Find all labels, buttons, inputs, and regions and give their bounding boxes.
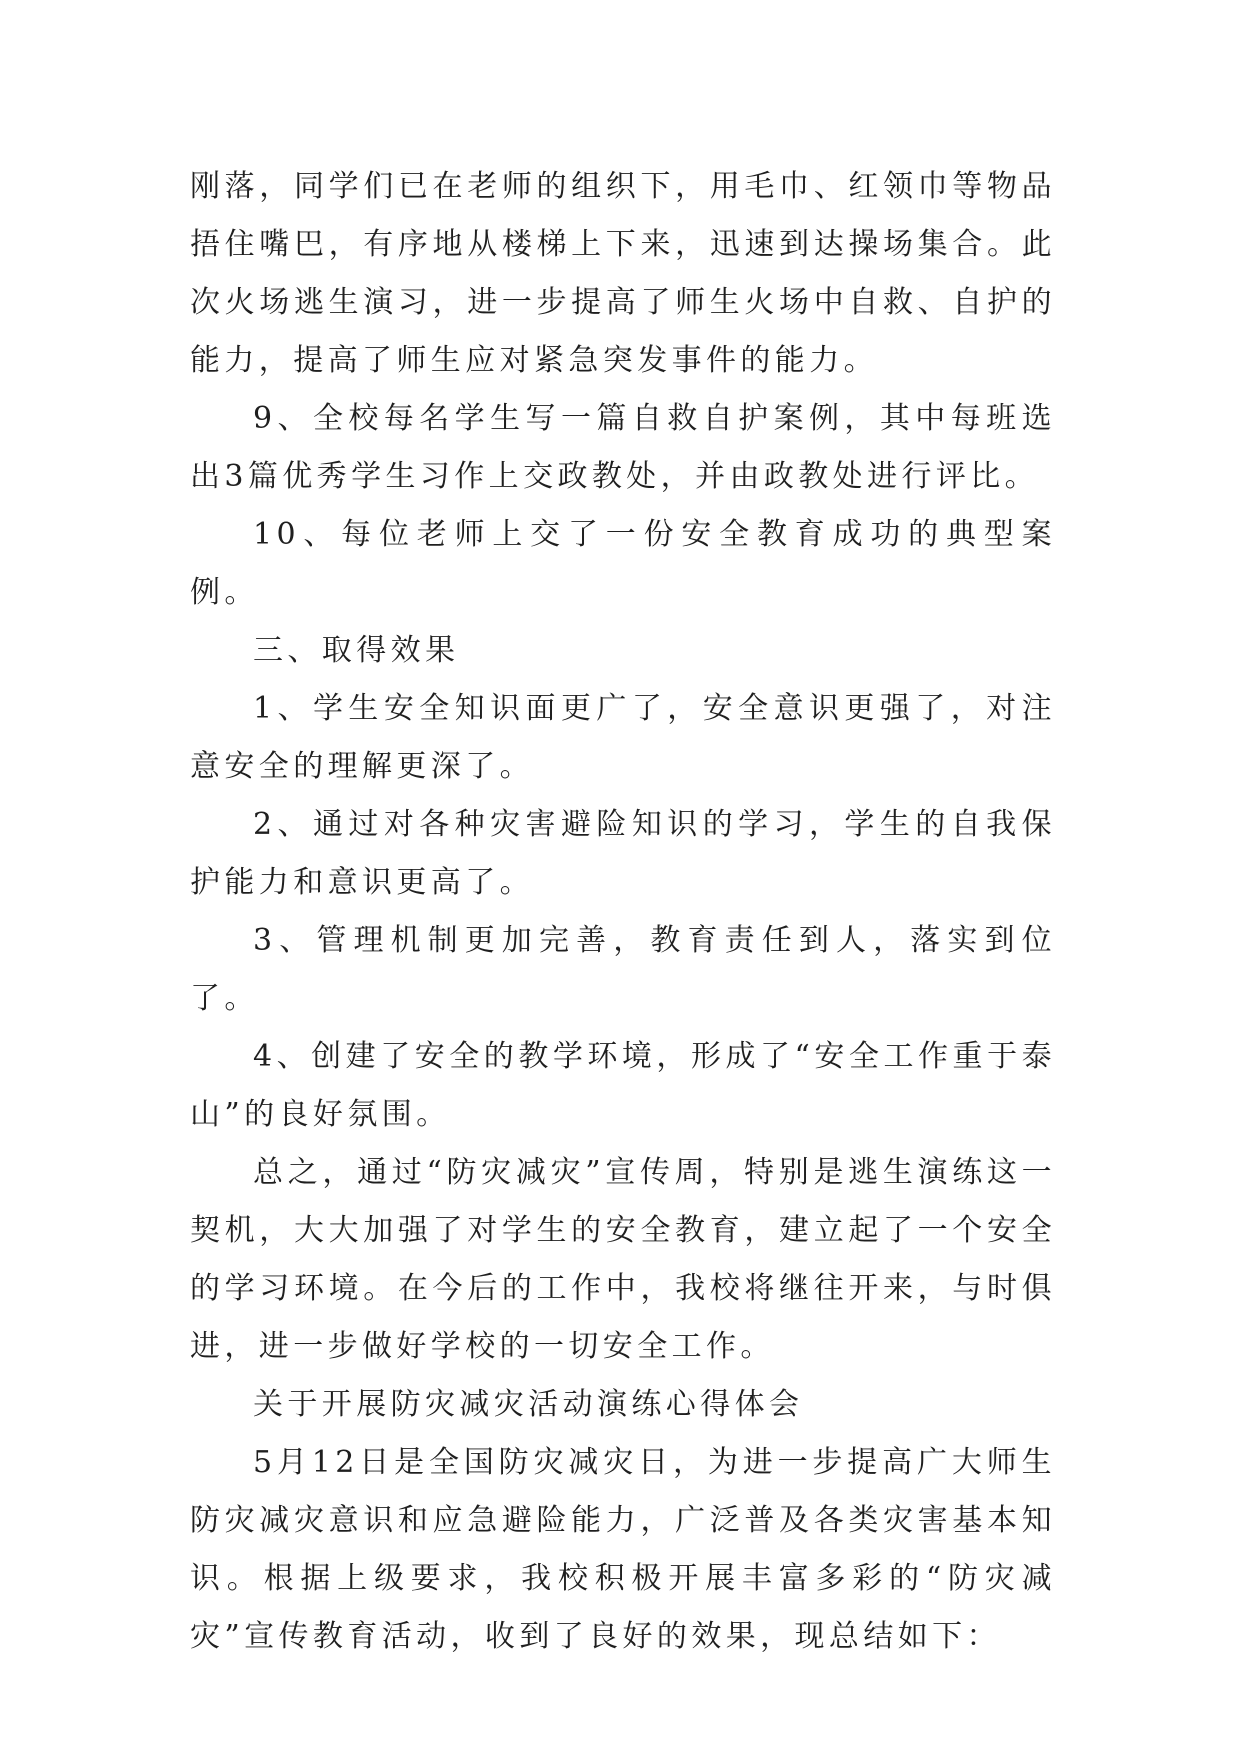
paragraph-conclusion: 总之，通过“防灾减灾”宣传周，特别是逃生演练这一契机，大大加强了对学生的安全教育，建立起了一个安全的学习环境。在今后的工作中，我校将继往开来，与时俱进，进一步做好学校的一切安全工作。 [190, 1155, 1056, 1364]
paragraph-result-1: 1、学生安全知识面更广了，安全意识更强了，对注意安全的理解更深了。 [190, 691, 1056, 784]
document-body [190, 158, 1056, 1666]
paragraph-drill-summary: 刚落，同学们已在老师的组织下，用毛巾、红领巾等物品捂住嘴巴，有序地从楼梯上下来，迅速到达操场集合。此次火场逃生演习，进一步提高了师生火场中自救、自护的能力，提高了师生应对紧急突发事件的能力。 [190, 169, 1056, 378]
paragraph-result-2: 2、通过对各种灾害避险知识的学习，学生的自我保护能力和意识更高了。 [190, 807, 1056, 900]
paragraph-result-3: 3、管理机制更加完善，教育责任到人，落实到位了。 [190, 923, 1056, 1016]
paragraph-item-10: 10、每位老师上交了一份安全教育成功的典型案例。 [190, 517, 1056, 610]
paragraph-item-9: 9、全校每名学生写一篇自救自护案例，其中每班选出3篇优秀学生习作上交政教处，并由政教处进行评比。 [190, 401, 1056, 494]
paragraph-result-4: 4、创建了安全的教学环境，形成了“安全工作重于泰山”的良好氛围。 [190, 1039, 1056, 1132]
article-title: 关于开展防灾减灾活动演练心得体会 [253, 1387, 804, 1422]
paragraph-intro: 5月12日是全国防灾减灾日，为进一步提高广大师生防灾减灾意识和应急避险能力，广泛普及各类灾害基本知识。根据上级要求，我校积极开展丰富多彩的“防灾减灾”宣传教育活动，收到了良好的效果，现总结如下： [190, 1445, 1056, 1654]
section-heading-results: 三、取得效果 [253, 633, 460, 668]
